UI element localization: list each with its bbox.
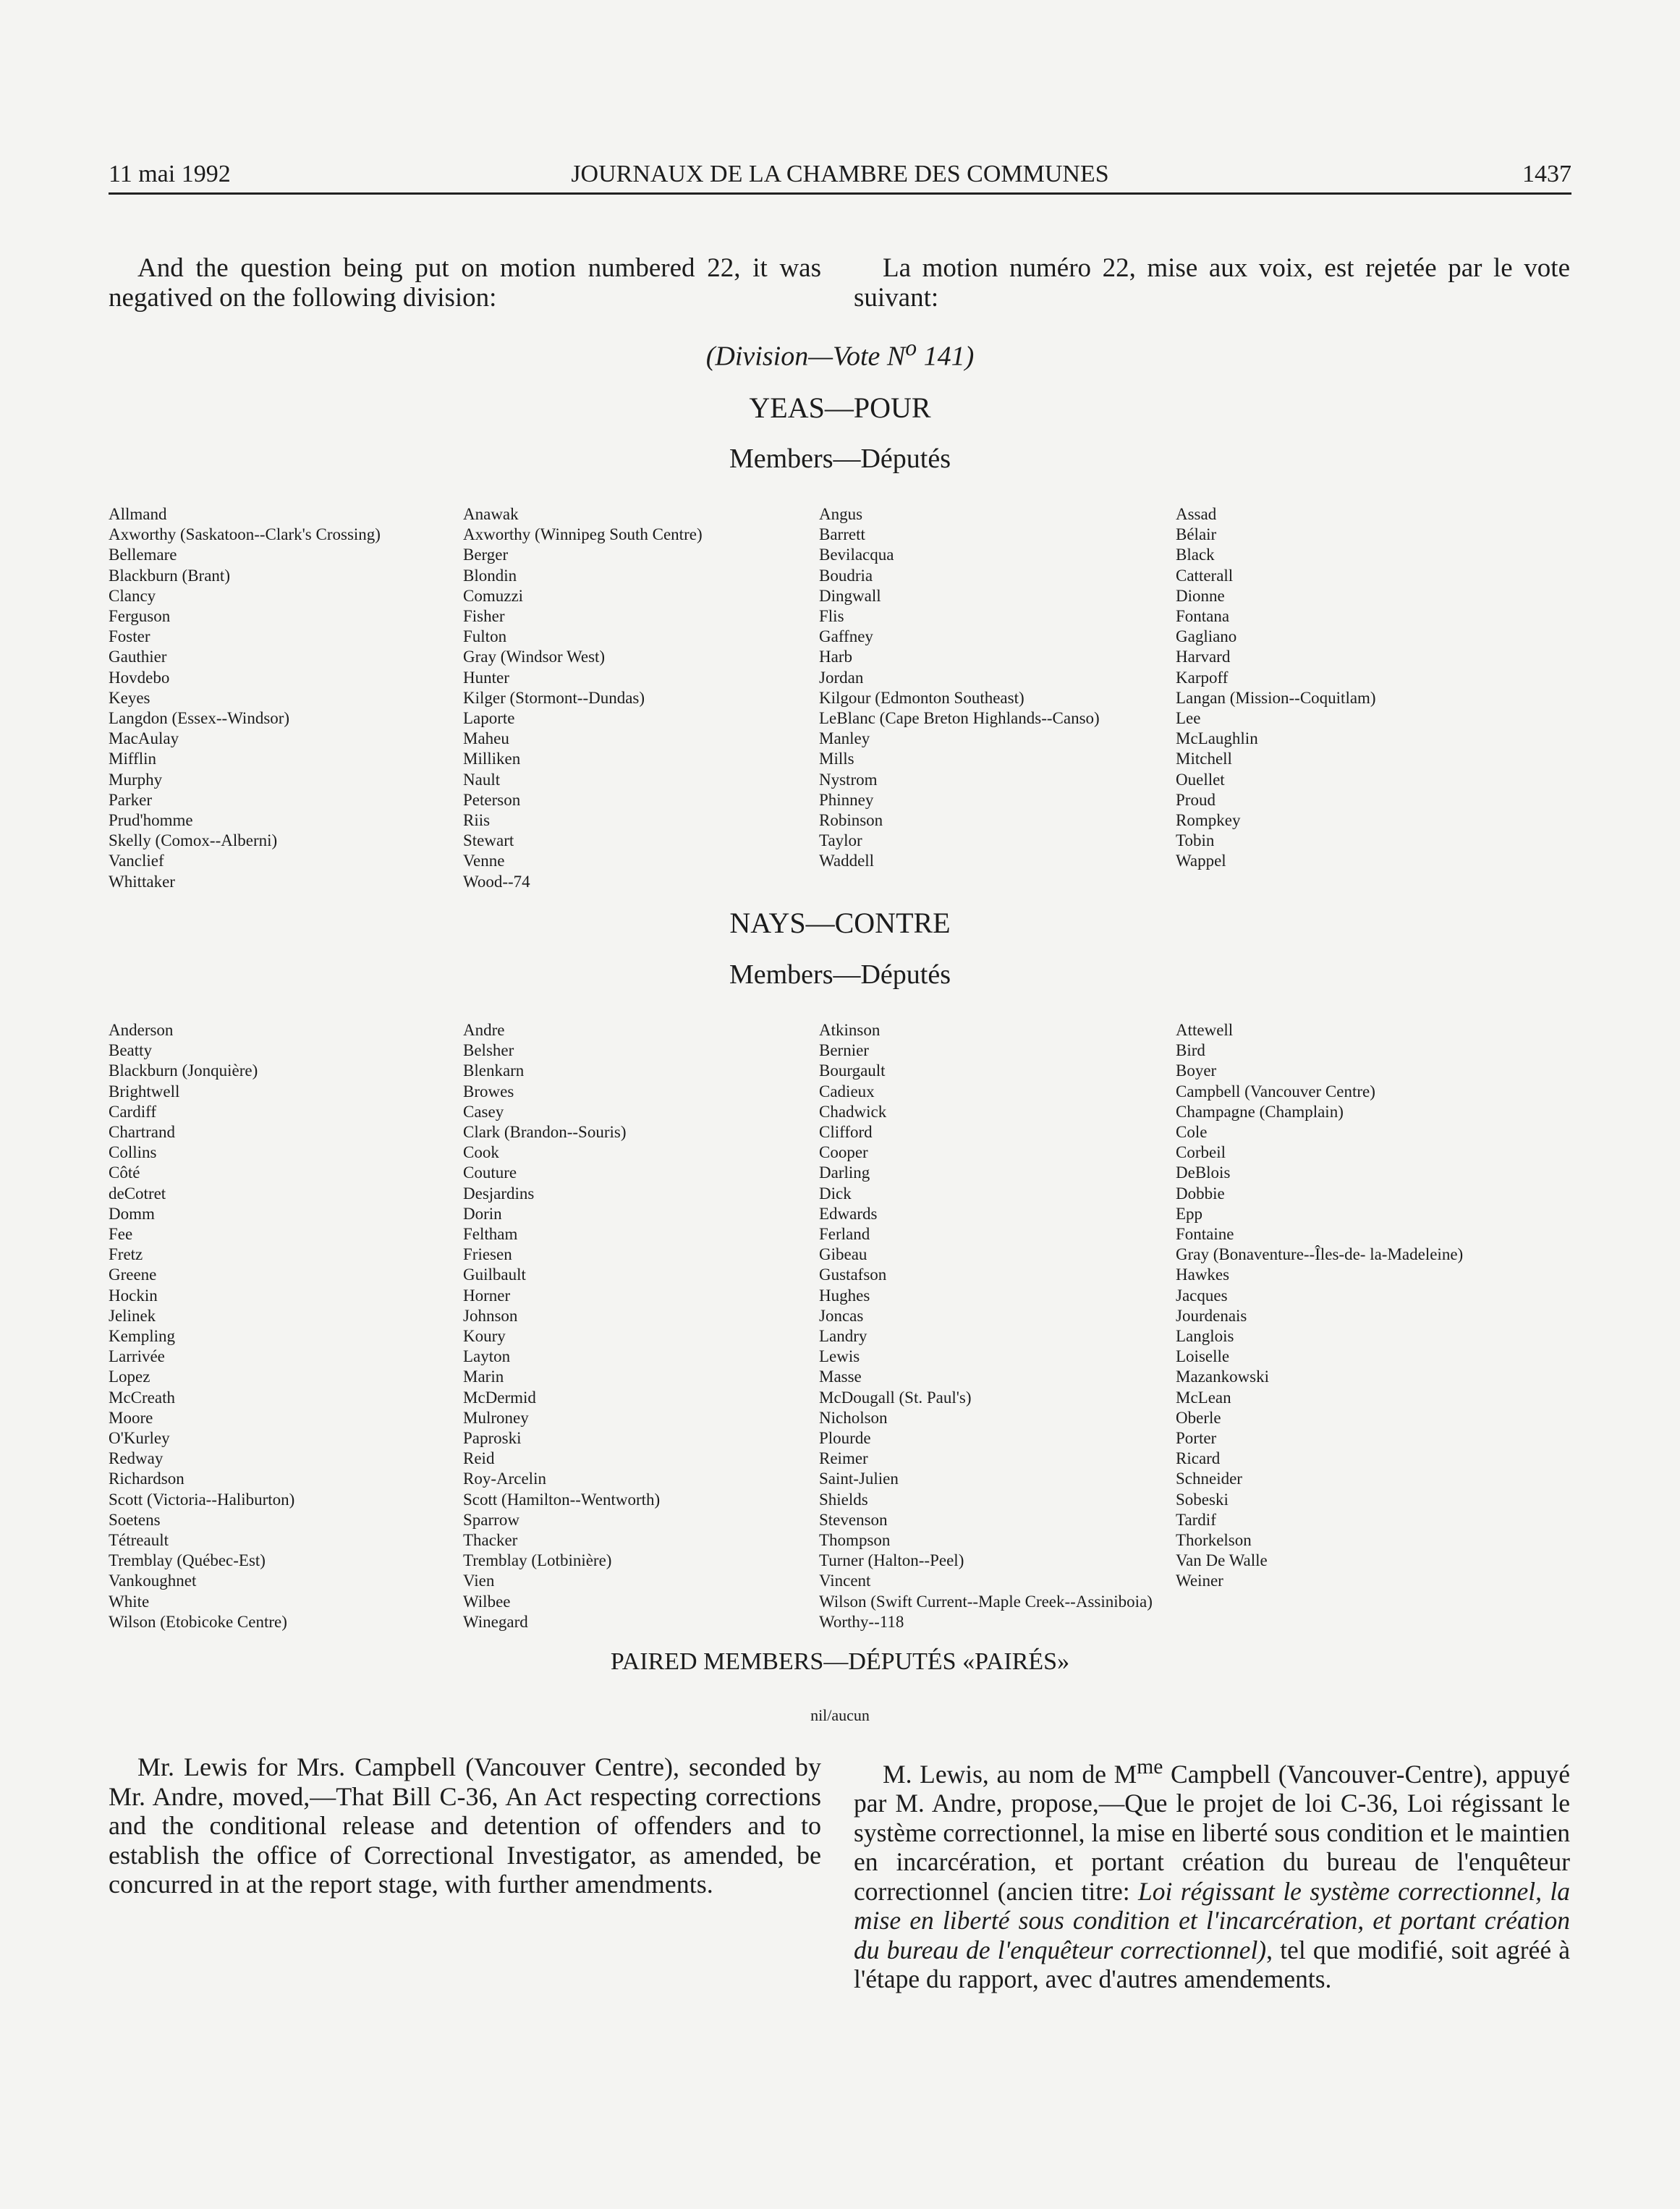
- member-name: Vincent: [819, 1572, 871, 1590]
- member-name: Browes: [463, 1082, 514, 1101]
- member-name: Boyer: [1176, 1061, 1217, 1080]
- member-name: Peterson: [463, 790, 521, 809]
- member-name: Andre: [463, 1021, 505, 1039]
- member-name: Plourde: [819, 1429, 871, 1448]
- member-name: Anawak: [463, 505, 519, 523]
- member-name: Fisher: [463, 607, 505, 626]
- member-name: Stewart: [463, 831, 514, 850]
- member-name: Weiner: [1176, 1572, 1223, 1590]
- member-name: Gray (Bonaventure--Îles-de- la-Madeleine): [1176, 1245, 1464, 1264]
- member-name: Allmand: [109, 505, 167, 523]
- member-name: White: [109, 1592, 150, 1611]
- member-name: McLaughlin: [1176, 729, 1258, 748]
- member-name: Vien: [463, 1572, 495, 1590]
- member-name: Tardif: [1176, 1510, 1216, 1529]
- member-name: Boudria: [819, 566, 873, 585]
- member-name: Campbell (Vancouver Centre): [1176, 1082, 1375, 1101]
- motion-french: [854, 1752, 1570, 1994]
- member-name: Vanclief: [109, 852, 164, 870]
- nays-column-3: [819, 1020, 1153, 1632]
- nays-heading: NAYS—CONTRE: [729, 907, 951, 939]
- member-name: Jacques: [1176, 1286, 1228, 1305]
- member-name: Lee: [1176, 709, 1201, 728]
- yeas-subheading: Members—Députés: [729, 444, 951, 474]
- member-name: Tremblay (Lotbinière): [463, 1551, 612, 1570]
- yeas-column-2: [463, 504, 703, 892]
- member-name: Riis: [463, 811, 491, 830]
- member-name: Schneider: [1176, 1470, 1242, 1488]
- member-name: Black: [1176, 546, 1215, 564]
- member-name: Lopez: [109, 1368, 150, 1386]
- member-name: Roy-Arcelin: [463, 1470, 546, 1488]
- member-name: Cadieux: [819, 1082, 875, 1101]
- member-name: Bourgault: [819, 1061, 886, 1080]
- member-name: Dorin: [463, 1204, 502, 1223]
- intro-english-text: And the question being put on motion numbered 22, it was negatived on the following division:: [109, 253, 821, 313]
- member-name: Van De Walle: [1176, 1551, 1268, 1570]
- member-name: Blondin: [463, 566, 517, 585]
- member-name: Ouellet: [1176, 770, 1225, 789]
- member-name: Scott (Hamilton--Wentworth): [463, 1490, 661, 1509]
- member-name: Foster: [109, 627, 150, 646]
- member-name: Bernier: [819, 1041, 869, 1060]
- member-name: Stevenson: [819, 1510, 888, 1529]
- member-name: Turner (Halton--Peel): [819, 1551, 964, 1570]
- motion-french-text: M. Lewis, au nom de $M^{me}$ Campbell (Vancouver-Centre), appuyé par M. Andre, propose,—Que le projet de loi C-36, Loi régissant le système correctionnel, la mise en liberté sous condition et le maintien en incarcération, et portant création du bureau de l'enquêteur correctionnel (ancien titre: Loi régissant le système correctionnel, la mise en liberté sous condition et l'incarcération, et portant création du bureau de l'enquêteur correctionnel), tel que modifié, soit agréé à l'étape du rapport, avec d'autres amendements.: [854, 1755, 1571, 1994]
- member-name: Jordan: [819, 668, 864, 687]
- member-name: McLean: [1176, 1388, 1231, 1407]
- member-name: Cooper: [819, 1143, 868, 1162]
- member-name: Murphy: [109, 770, 163, 789]
- member-name: Scott (Victoria--Haliburton): [109, 1490, 295, 1509]
- member-name: Phinney: [819, 790, 874, 809]
- member-name: Corbeil: [1176, 1143, 1226, 1162]
- member-name: Blackburn (Brant): [109, 566, 230, 585]
- member-name: Taylor: [819, 831, 862, 850]
- member-name: Larrivée: [109, 1347, 165, 1366]
- member-name: Manley: [819, 729, 870, 748]
- member-name: Darling: [819, 1163, 870, 1182]
- member-name: Gagliano: [1176, 627, 1237, 646]
- member-name: Laporte: [463, 709, 515, 728]
- member-name: Marin: [463, 1368, 504, 1386]
- member-name: Tétreault: [109, 1531, 169, 1550]
- member-name: Dionne: [1176, 586, 1225, 605]
- member-name: Gray (Windsor West): [463, 648, 606, 666]
- member-name: Wilson (Swift Current--Maple Creek--Assiniboia): [819, 1592, 1153, 1611]
- member-name: Angus: [819, 505, 863, 523]
- member-name: Karpoff: [1176, 668, 1229, 687]
- member-name: Gibeau: [819, 1245, 867, 1264]
- member-name: Saint-Julien: [819, 1470, 899, 1488]
- member-name: Cardiff: [109, 1102, 157, 1121]
- paired-heading: PAIRED MEMBERS—DÉPUTÉS «PAIRÉS»: [610, 1648, 1070, 1675]
- member-name: Harb: [819, 648, 852, 666]
- header-date: 11 mai 1992: [109, 161, 231, 187]
- member-name: Fontaine: [1176, 1225, 1234, 1244]
- member-name: Hockin: [109, 1286, 158, 1305]
- member-name: Nicholson: [819, 1408, 888, 1427]
- member-name: Atkinson: [819, 1021, 881, 1039]
- member-name: LeBlanc (Cape Breton Highlands--Canso): [819, 709, 1100, 728]
- member-name: Hughes: [819, 1286, 870, 1305]
- member-name: Prud'homme: [109, 811, 193, 830]
- intro-english: [109, 253, 821, 313]
- page-number: 1437: [1522, 161, 1571, 187]
- member-name: Attewell: [1176, 1021, 1234, 1039]
- member-name: Hovdebo: [109, 668, 170, 687]
- header-title: JOURNAUX DE LA CHAMBRE DES COMMUNES: [571, 161, 1109, 187]
- member-name: Greene: [109, 1265, 157, 1284]
- member-name: Nystrom: [819, 770, 878, 789]
- member-name: Langlois: [1176, 1327, 1234, 1346]
- member-name: O'Kurley: [109, 1429, 170, 1448]
- member-name: Reid: [463, 1449, 495, 1468]
- yeas-column-1: [109, 504, 381, 892]
- yeas-heading: YEAS—POUR: [749, 391, 931, 424]
- member-name: Rompkey: [1176, 811, 1241, 830]
- member-name: Kempling: [109, 1327, 175, 1346]
- member-name: Milliken: [463, 750, 521, 768]
- member-name: Cook: [463, 1143, 499, 1162]
- member-name: Wappel: [1176, 852, 1226, 870]
- member-name: Tremblay (Québec-Est): [109, 1551, 266, 1570]
- member-name: Wilson (Etobicoke Centre): [109, 1612, 287, 1631]
- member-name: Worthy--118: [819, 1612, 904, 1631]
- member-name: Axworthy (Winnipeg South Centre): [463, 525, 703, 544]
- member-name: Shields: [819, 1490, 868, 1509]
- member-name: Landry: [819, 1327, 867, 1346]
- member-name: Thompson: [819, 1531, 891, 1550]
- member-name: Dingwall: [819, 586, 881, 605]
- member-name: Maheu: [463, 729, 509, 748]
- member-name: Thacker: [463, 1531, 518, 1550]
- member-name: Dobbie: [1176, 1184, 1225, 1203]
- member-name: Oberle: [1176, 1408, 1221, 1427]
- member-name: Champagne (Champlain): [1176, 1102, 1344, 1121]
- member-name: Gustafson: [819, 1265, 887, 1284]
- member-name: Mulroney: [463, 1408, 529, 1427]
- member-name: Sparrow: [463, 1510, 519, 1529]
- member-name: Clark (Brandon--Souris): [463, 1123, 627, 1142]
- member-name: Clancy: [109, 586, 156, 605]
- page-header: [109, 156, 1571, 195]
- member-name: Blenkarn: [463, 1061, 525, 1080]
- member-name: Brightwell: [109, 1082, 180, 1101]
- member-name: Parker: [109, 790, 153, 809]
- member-name: Flis: [819, 607, 844, 626]
- member-name: Chartrand: [109, 1123, 175, 1142]
- member-name: Langdon (Essex--Windsor): [109, 709, 290, 728]
- intro-french-text: La motion numéro 22, mise aux voix, est rejetée par le vote suivant:: [854, 253, 1570, 313]
- nays-subheading: Members—Députés: [729, 959, 951, 990]
- member-name: Sobeski: [1176, 1490, 1229, 1509]
- member-name: Mills: [819, 750, 854, 768]
- member-name: Redway: [109, 1449, 164, 1468]
- intro-french: [854, 253, 1570, 313]
- member-name: Joncas: [819, 1306, 864, 1325]
- member-name: deCotret: [109, 1184, 166, 1203]
- member-name: Ferland: [819, 1225, 870, 1244]
- member-name: Barrett: [819, 525, 865, 544]
- member-name: Winegard: [463, 1612, 528, 1631]
- member-name: McDougall (St. Paul's): [819, 1388, 972, 1407]
- member-name: Edwards: [819, 1204, 878, 1223]
- member-name: Cole: [1176, 1123, 1208, 1142]
- member-name: Mazankowski: [1176, 1368, 1270, 1386]
- member-name: MacAulay: [109, 729, 179, 748]
- member-name: Dick: [819, 1184, 852, 1203]
- member-name: Ferguson: [109, 607, 171, 626]
- member-name: Comuzzi: [463, 586, 524, 605]
- member-name: Collins: [109, 1143, 157, 1162]
- member-name: Richardson: [109, 1470, 184, 1488]
- member-name: McDermid: [463, 1388, 536, 1407]
- member-name: Epp: [1176, 1204, 1203, 1223]
- member-name: Robinson: [819, 811, 883, 830]
- member-name: Porter: [1176, 1429, 1217, 1448]
- member-name: Layton: [463, 1347, 511, 1366]
- paired-value: nil/aucun: [810, 1706, 870, 1724]
- member-name: Wood--74: [463, 872, 530, 891]
- member-name: Bélair: [1176, 525, 1217, 544]
- member-name: Fee: [109, 1225, 133, 1244]
- member-name: Jelinek: [109, 1306, 156, 1325]
- member-name: Keyes: [109, 688, 150, 707]
- member-name: Beatty: [109, 1041, 153, 1060]
- member-name: Langan (Mission--Coquitlam): [1176, 688, 1376, 707]
- member-name: Mitchell: [1176, 750, 1232, 768]
- nays-column-4: [1176, 1020, 1463, 1592]
- nays-column-1: [109, 1020, 294, 1632]
- member-name: Clifford: [819, 1123, 873, 1142]
- member-name: Casey: [463, 1102, 504, 1121]
- member-name: Jourdenais: [1176, 1306, 1247, 1325]
- yeas-column-3: [819, 504, 1100, 872]
- member-name: Kilger (Stormont--Dundas): [463, 688, 645, 707]
- motion-english: [109, 1752, 821, 1899]
- member-name: Johnson: [463, 1306, 518, 1325]
- member-name: DeBlois: [1176, 1163, 1231, 1182]
- member-name: Thorkelson: [1176, 1531, 1252, 1550]
- member-name: Feltham: [463, 1225, 518, 1244]
- member-name: Bird: [1176, 1041, 1205, 1060]
- member-name: Gauthier: [109, 648, 167, 666]
- member-name: Belsher: [463, 1041, 514, 1060]
- member-name: Soetens: [109, 1510, 161, 1529]
- member-name: Gaffney: [819, 627, 873, 646]
- member-name: Nault: [463, 770, 501, 789]
- member-name: Harvard: [1176, 648, 1231, 666]
- member-name: Waddell: [819, 852, 875, 870]
- member-name: Skelly (Comox--Alberni): [109, 831, 278, 850]
- member-name: Fontana: [1176, 607, 1230, 626]
- member-name: Masse: [819, 1368, 862, 1386]
- member-name: Côté: [109, 1163, 140, 1182]
- member-name: Venne: [463, 852, 505, 870]
- member-name: Paproski: [463, 1429, 522, 1448]
- yeas-column-4: [1176, 504, 1376, 872]
- nays-column-2: [463, 1020, 660, 1632]
- member-name: Mifflin: [109, 750, 157, 768]
- division-label: (Division—Vote $N^o$ 141): [705, 335, 975, 372]
- member-name: Lewis: [819, 1347, 860, 1366]
- member-name: McCreath: [109, 1388, 175, 1407]
- member-name: Assad: [1176, 505, 1217, 523]
- member-name: Moore: [109, 1408, 153, 1427]
- member-name: Guilbault: [463, 1265, 526, 1284]
- member-name: Vankoughnet: [109, 1572, 197, 1590]
- member-name: Fretz: [109, 1245, 143, 1264]
- member-name: Couture: [463, 1163, 517, 1182]
- member-name: Horner: [463, 1286, 511, 1305]
- member-name: Kilgour (Edmonton Southeast): [819, 688, 1024, 707]
- member-name: Reimer: [819, 1449, 868, 1468]
- member-name: Whittaker: [109, 872, 175, 891]
- member-name: Fulton: [463, 627, 507, 646]
- member-name: Loiselle: [1176, 1347, 1230, 1366]
- member-name: Anderson: [109, 1021, 174, 1039]
- member-name: Bevilacqua: [819, 546, 894, 564]
- member-name: Axworthy (Saskatoon--Clark's Crossing): [109, 525, 381, 544]
- member-name: Wilbee: [463, 1592, 511, 1611]
- member-name: Tobin: [1176, 831, 1215, 850]
- member-name: Hunter: [463, 668, 509, 687]
- member-name: Blackburn (Jonquière): [109, 1061, 258, 1080]
- member-name: Desjardins: [463, 1184, 535, 1203]
- member-name: Domm: [109, 1204, 155, 1223]
- member-name: Ricard: [1176, 1449, 1221, 1468]
- member-name: Catterall: [1176, 566, 1234, 585]
- member-name: Proud: [1176, 790, 1216, 809]
- member-name: Bellemare: [109, 546, 177, 564]
- member-name: Hawkes: [1176, 1265, 1230, 1284]
- member-name: Koury: [463, 1327, 506, 1346]
- member-name: Friesen: [463, 1245, 512, 1264]
- member-name: Chadwick: [819, 1102, 887, 1121]
- motion-english-text: Mr. Lewis for Mrs. Campbell (Vancouver Centre), seconded by Mr. Andre, moved,—That Bill C-36, An Act respecting corrections and the conditional release and detention of offenders and to establish the office of Correctional Investigator, as amended, be concurred in at the report stage, with further amendments.: [109, 1752, 821, 1899]
- member-name: Berger: [463, 546, 509, 564]
